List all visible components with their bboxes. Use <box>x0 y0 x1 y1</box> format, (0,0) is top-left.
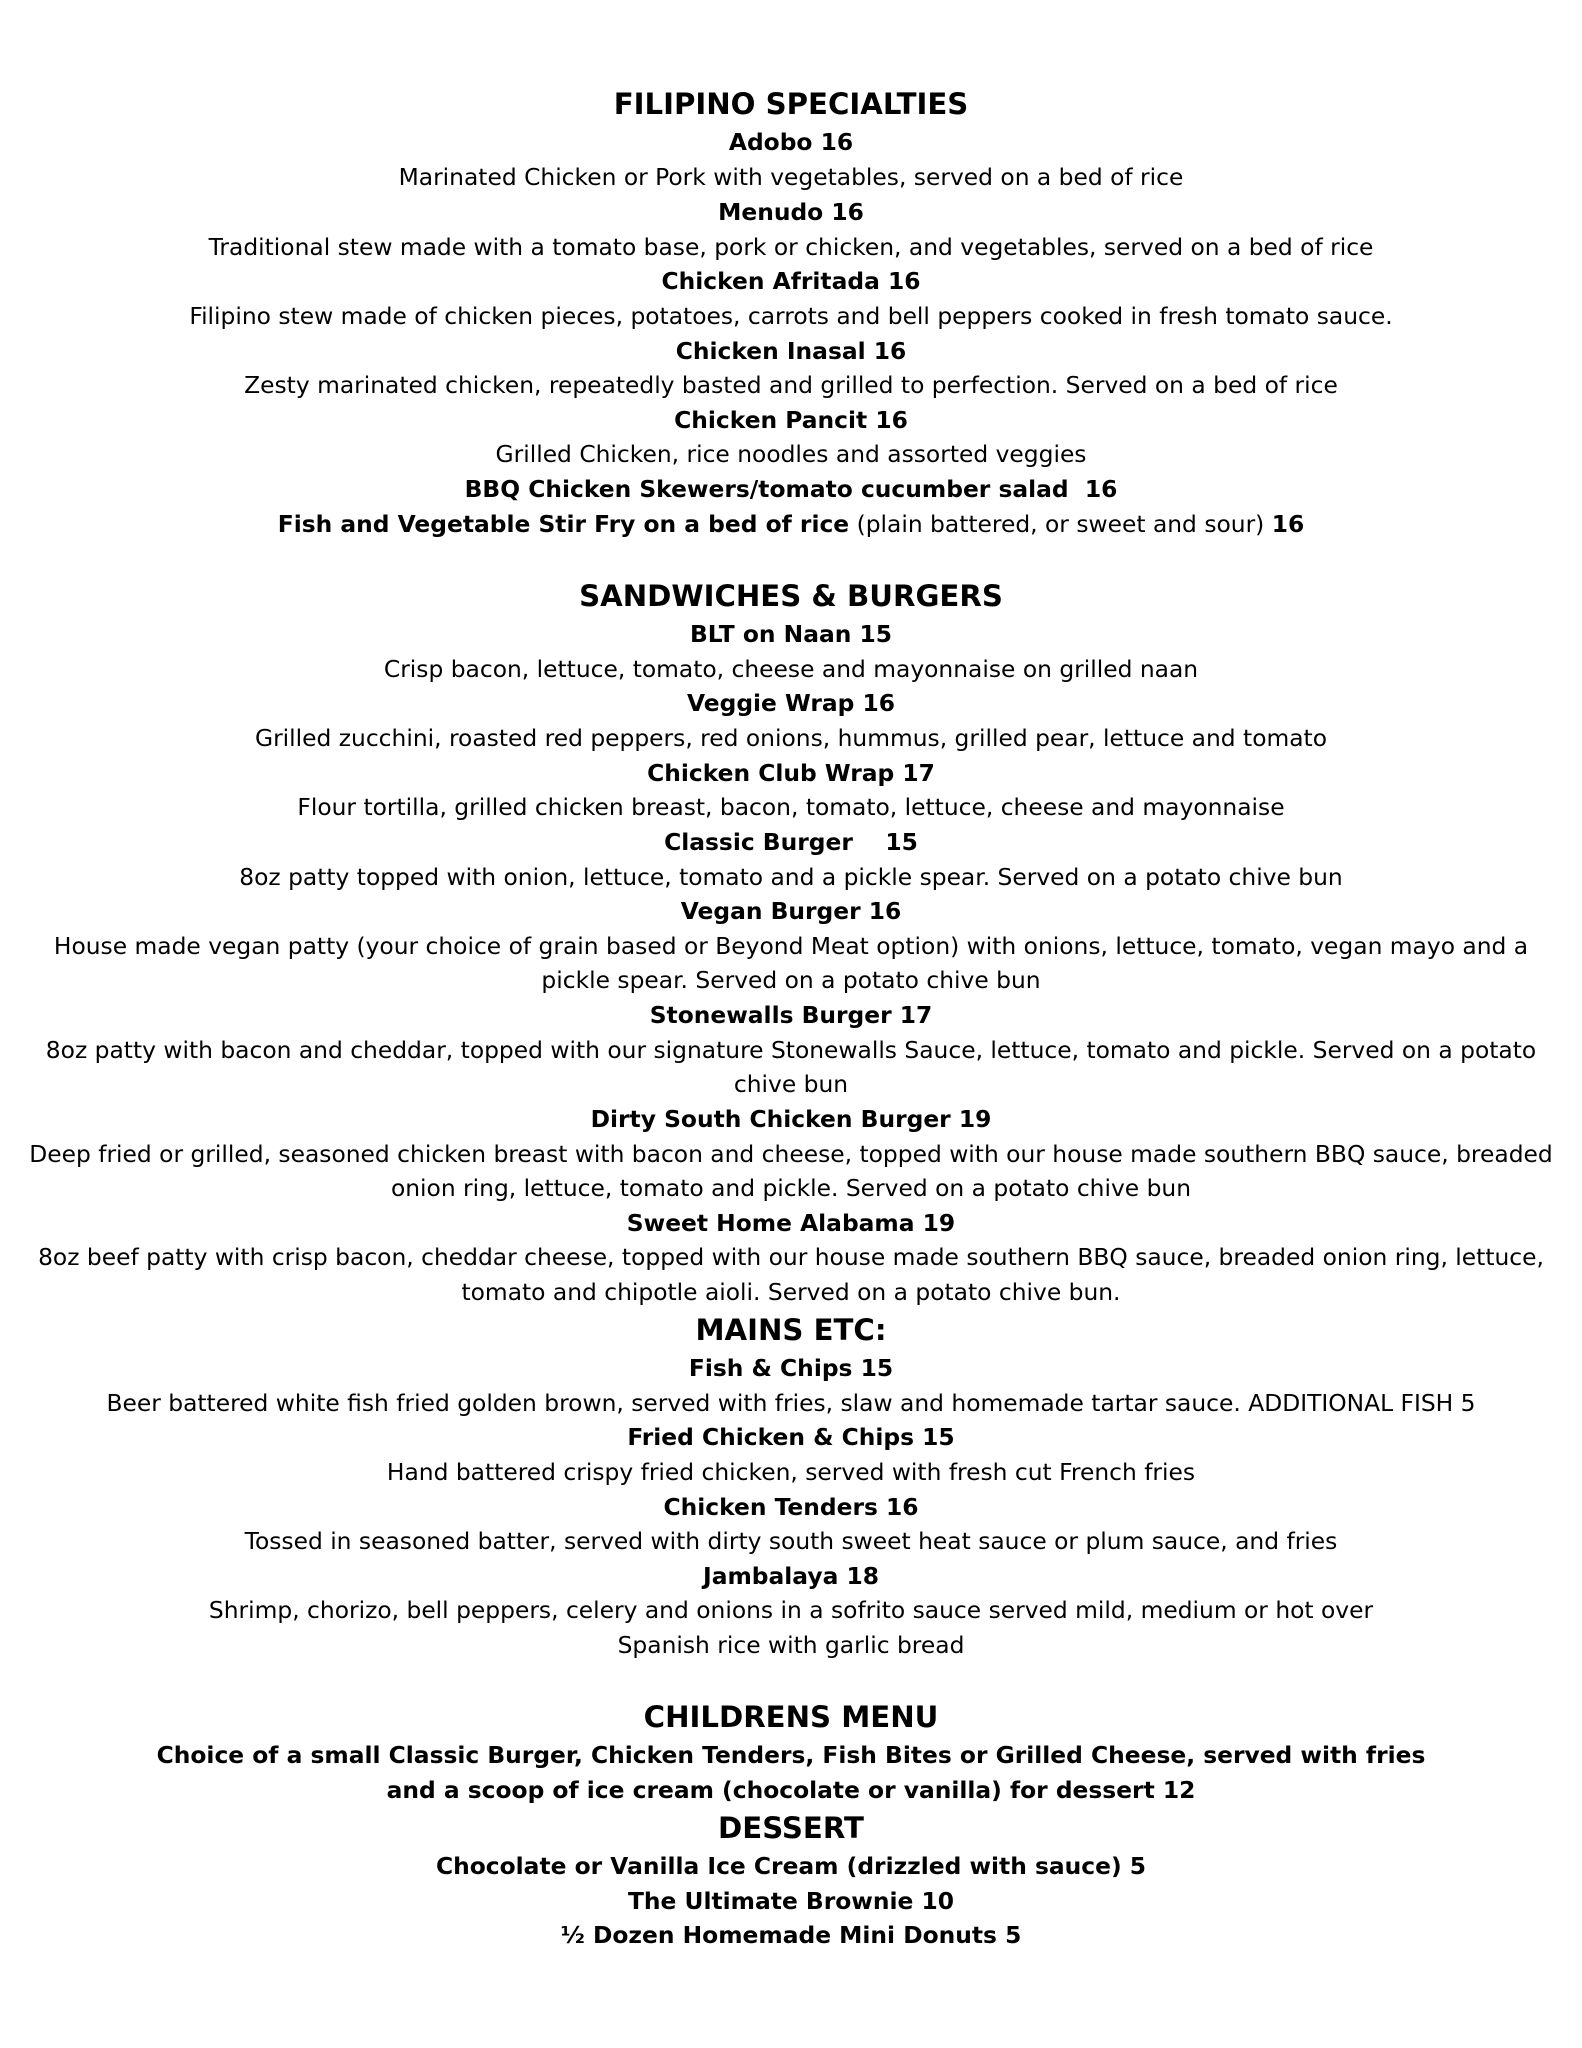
menu-item-description: Grilled Chicken, rice noodles and assorted veggies <box>495 440 1087 468</box>
menu-item-title: Chicken Inasal 16 <box>675 337 907 365</box>
menu-item-title: Dirty South Chicken Burger 19 <box>590 1105 992 1133</box>
menu-item-description: Grilled zucchini, roasted red peppers, red onions, hummus, grilled pear, lettuce and tomato <box>254 724 1328 752</box>
menu-item-description: Traditional stew made with a tomato base, pork or chicken, and vegetables, served on a bed of rice <box>208 233 1374 261</box>
menu-item-title: Jambalaya 18 <box>703 1562 879 1590</box>
menu-item-description: Beer battered white fish fried golden brown, served with fries, slaw and homemade tartar sauce. ADDITIONAL FISH 5 <box>106 1389 1476 1417</box>
menu-item-title: BBQ Chicken Skewers/tomato cucumber salad 16 <box>464 475 1118 503</box>
menu-item-title: Chicken Club Wrap 17 <box>647 759 935 787</box>
section-heading-mains: MAINS ETC: <box>695 1313 887 1347</box>
menu-item-description: Deep fried or grilled, seasoned chicken breast with bacon and cheese, topped with our house made southern BBQ sauce, breaded <box>29 1140 1553 1168</box>
section-heading-dessert: DESSERT <box>718 1811 864 1845</box>
menu-item-description: House made vegan patty (your choice of grain based or Beyond Meat option) with onions, lettuce, tomato, vegan mayo and a <box>53 932 1529 960</box>
menu-item-title: Classic Burger 15 <box>664 828 918 856</box>
menu-item-title: Veggie Wrap 16 <box>686 689 896 717</box>
menu-item-title: Stonewalls Burger 17 <box>649 1001 933 1029</box>
section-heading-filipino: FILIPINO SPECIALTIES <box>613 87 969 121</box>
menu-item-description: Crisp bacon, lettuce, tomato, cheese and mayonnaise on grilled naan <box>383 655 1199 683</box>
menu-item-title: Chicken Afritada 16 <box>661 267 921 295</box>
menu-item-title: The Ultimate Brownie 10 <box>627 1887 954 1915</box>
childrens-menu-text: and a scoop of ice cream (chocolate or vanilla) for dessert 12 <box>386 1776 1196 1804</box>
section-heading-sandwiches: SANDWICHES & BURGERS <box>579 579 1003 613</box>
menu-item-description: Hand battered crispy fried chicken, served with fresh cut French fries <box>386 1458 1196 1486</box>
menu-item-title: Menudo 16 <box>718 198 864 226</box>
menu-item-stir-fry <box>0 507 1582 541</box>
menu-item-description: 8oz patty with bacon and cheddar, topped with our signature Stonewalls Sauce, lettuce, tomato and pickle. Served on a potato <box>45 1036 1537 1064</box>
menu-item-title: BLT on Naan 15 <box>689 620 893 648</box>
menu-item-description: chive bun <box>733 1070 849 1098</box>
menu-item-title: ½ Dozen Homemade Mini Donuts 5 <box>560 1921 1022 1949</box>
menu-item-title: Chicken Pancit 16 <box>674 406 908 434</box>
menu-item-title: Fried Chicken & Chips 15 <box>627 1423 955 1451</box>
menu-item-description: tomato and chipotle aioli. Served on a potato chive bun. <box>461 1278 1121 1306</box>
menu-item-description: 8oz patty topped with onion, lettuce, tomato and a pickle spear. Served on a potato chive bun <box>239 863 1343 891</box>
menu-item-title: Sweet Home Alabama 19 <box>626 1209 956 1237</box>
menu-item-description: onion ring, lettuce, tomato and pickle. Served on a potato chive bun <box>390 1174 1192 1202</box>
menu-item-title: Chicken Tenders 16 <box>663 1493 919 1521</box>
menu-item-title: Vegan Burger 16 <box>680 897 902 925</box>
menu-item-description: Spanish rice with garlic bread <box>617 1631 965 1659</box>
menu-item-description: Flour tortilla, grilled chicken breast, bacon, tomato, lettuce, cheese and mayonnaise <box>297 793 1285 821</box>
menu-item-title: Adobo 16 <box>728 128 854 156</box>
menu-item-description: pickle spear. Served on a potato chive bun <box>541 966 1041 994</box>
menu-item-description: Tossed in seasoned batter, served with dirty south sweet heat sauce or plum sauce, and fries <box>244 1527 1338 1555</box>
menu-item-note: (plain battered, or sweet and sour) <box>849 510 1272 538</box>
menu-item-title: Fish & Chips 15 <box>688 1354 894 1382</box>
menu-item-title: Fish and Vegetable Stir Fry on a bed of rice <box>277 510 850 538</box>
childrens-menu-text: Choice of a small Classic Burger, Chicken Tenders, Fish Bites or Grilled Cheese, served with fries <box>156 1741 1426 1769</box>
menu-item-price: 16 <box>1271 510 1305 538</box>
menu-item-description: Shrimp, chorizo, bell peppers, celery and onions in a sofrito sauce served mild, medium or hot over <box>208 1596 1374 1624</box>
menu-item-description: 8oz beef patty with crisp bacon, cheddar cheese, topped with our house made southern BBQ sauce, breaded onion ring, lettuce, <box>38 1243 1544 1271</box>
menu-item-description: Zesty marinated chicken, repeatedly basted and grilled to perfection. Served on a bed of rice <box>244 371 1338 399</box>
menu-item-description: Filipino stew made of chicken pieces, potatoes, carrots and bell peppers cooked in fresh tomato sauce. <box>189 302 1393 330</box>
menu-item-description: Marinated Chicken or Pork with vegetables, served on a bed of rice <box>398 163 1184 191</box>
menu-item-title: Chocolate or Vanilla Ice Cream (drizzled with sauce) 5 <box>435 1852 1147 1880</box>
section-heading-childrens: CHILDRENS MENU <box>643 1700 939 1734</box>
